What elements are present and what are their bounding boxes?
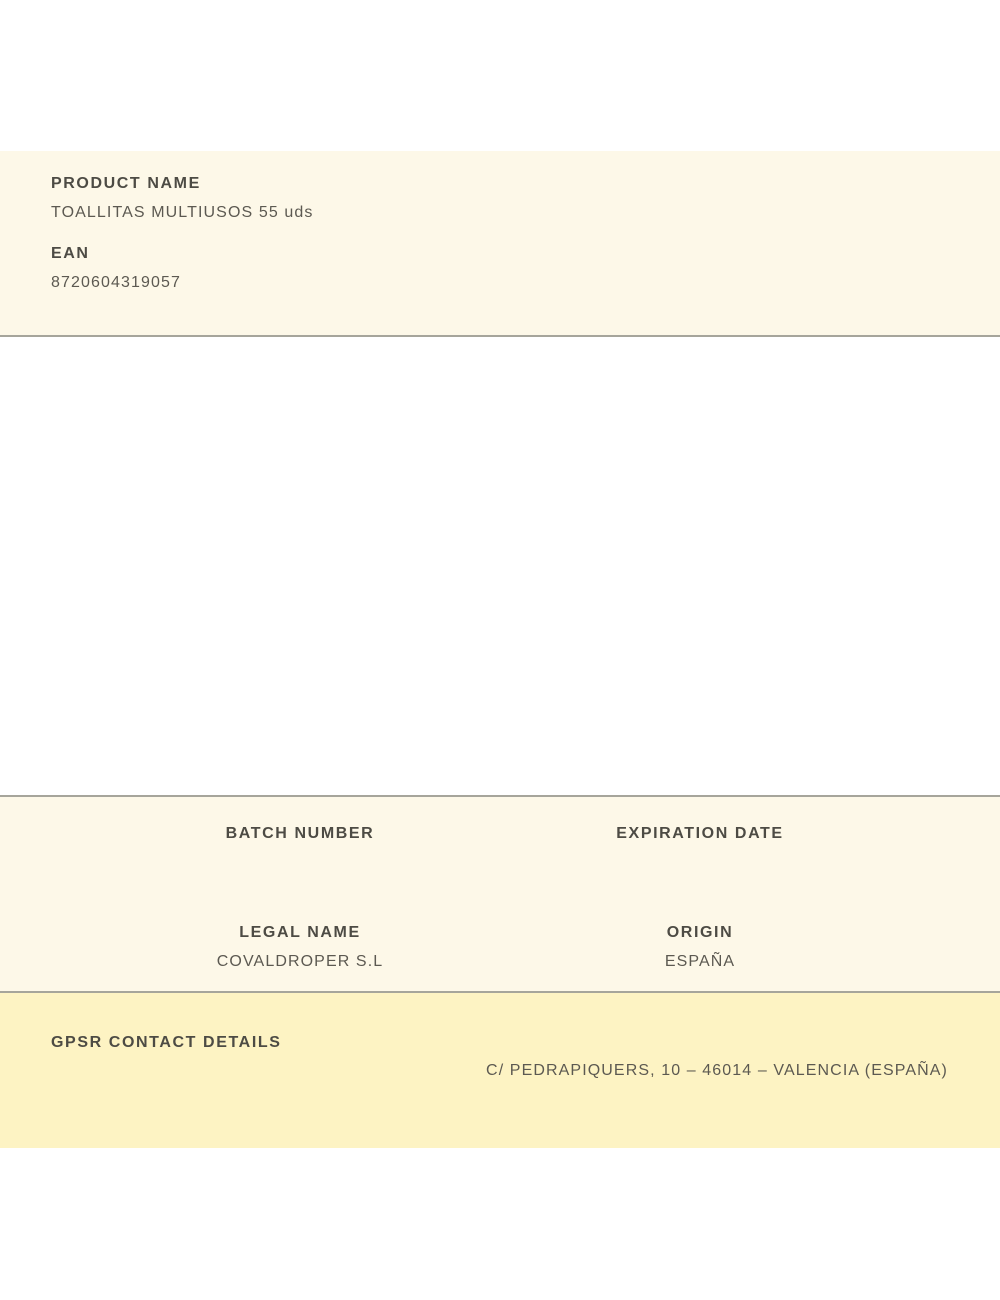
product-info-section — [0, 151, 1000, 337]
legal-name-value: COVALDROPER S.L — [216, 953, 384, 970]
product-name-value: TOALLITAS MULTIUSOS 55 uds — [51, 204, 314, 221]
ean-label: EAN — [51, 245, 90, 262]
legal-name-field — [100, 923, 500, 972]
origin-value: ESPAÑA — [664, 953, 736, 970]
gpsr-contact-label: GPSR CONTACT DETAILS — [51, 1034, 282, 1051]
batch-legal-section — [0, 795, 1000, 993]
ean-value: 8720604319057 — [51, 274, 181, 291]
product-name-field — [51, 174, 949, 223]
batch-number-field — [100, 824, 500, 853]
expiration-date-field — [500, 824, 900, 853]
origin-label: ORIGIN — [666, 924, 734, 941]
product-name-label: PRODUCT NAME — [51, 175, 201, 192]
batch-expiration-row — [100, 824, 900, 853]
ean-field — [51, 244, 949, 293]
expiration-date-label: EXPIRATION DATE — [616, 825, 784, 842]
legal-name-label: LEGAL NAME — [239, 924, 361, 941]
legal-origin-row — [100, 923, 900, 972]
gpsr-contact-section — [0, 993, 1000, 1148]
origin-field — [500, 923, 900, 972]
gpsr-contact-address: C/ PEDRAPIQUERS, 10 – 46014 – VALENCIA (ESPAÑA) — [486, 1062, 948, 1079]
batch-number-label: BATCH NUMBER — [225, 825, 375, 842]
